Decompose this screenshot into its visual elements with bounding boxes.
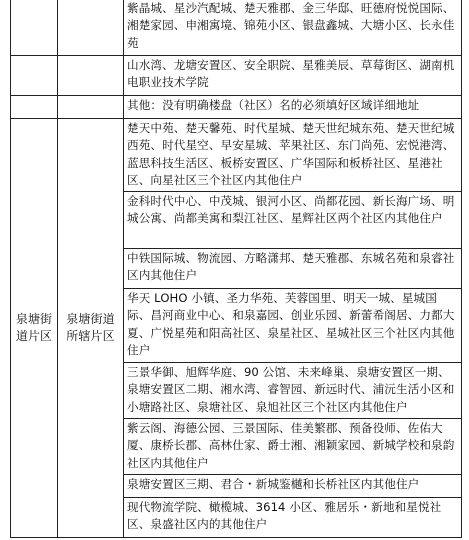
table-row: 紫云阁、海德公园、三景国际、佳美繁郡、预备役师、佐佑大厦、康桥长郡、高林仕家、爵士湘、湘颖家园、新城学校和泉韵社区内其他住户 [124,419,462,475]
table-row: 现代物流学院、橄榄城、3614 小区、雅居乐・新地和星悦社区、泉盛社区内的其他住户 [124,498,462,538]
table-row: 华天 LOHO 小镇、圣力华苑、芙蓉国里、明天一城、星城国际、昌河商业中心、和泉嘉园、创业乐园、新蕾希阁居、力都大夏、广悦星苑和阳高社区、泉星社区、星城社区三个社区内其他住户 [124,289,462,363]
table-row: 其他：没有明确楼盘（社区）名的必须填好区域详细地址 [124,96,462,119]
blank-cell [11,0,58,56]
table-row: 中铁国际城、物流园、方略潇邦、楚天雅郡、东城名苑和泉睿社区内其他住户 [124,249,462,289]
table-row: 三景华御、旭辉华庭、90 公馆、未来峰巢、泉塘安置区一期、泉塘安置区二期、湘水湾、睿智园、新远时代、浦沅生活小区和小塘路社区、泉塘社区、泉旭社区三个社区内其他住户 [124,363,462,419]
table-row: 楚天中苑、楚天馨苑、时代星城、楚天世纪城东苑、楚天世纪城西苑、时代星空、早安星城、苹果社区、东门尚苑、宏悦港湾、蓝思科技生活区、板桥安置区、广华国际和板桥社区、星港社区、向星社区三个社区内其他住户 [124,119,462,192]
blank-cell [11,56,58,96]
area-label-cell: 泉塘街道片区 [11,119,58,538]
table-row: 金科时代中心、中茂城、银河小区、尚都花园、新长海广场、明城公寓、尚都美寓和梨江社区、星辉社区两个社区内其他住户 [124,192,462,249]
blank-cell [58,96,124,119]
address-table [10,0,462,538]
blank-cell [58,0,124,56]
district-label-cell: 泉塘街道所辖片区 [58,119,124,538]
blank-cell [11,96,58,119]
table-row: 泉塘安置区三期、君合・新城鉴樾和长桥社区内其他住户 [124,475,462,498]
table-row: 山水湾、龙塘安置区、安全职院、星雅美辰、草莓街区、湖南机电职业技术学院 [124,56,462,96]
table-row: 紫晶城、星沙汽配城、楚天雅郡、金三华邸、旺德府悦悦国际、湘楚家园、申湘寓境、锦苑小区、银盘鑫城、大塘小区、长永佳苑 [124,0,462,56]
blank-cell [58,56,124,96]
